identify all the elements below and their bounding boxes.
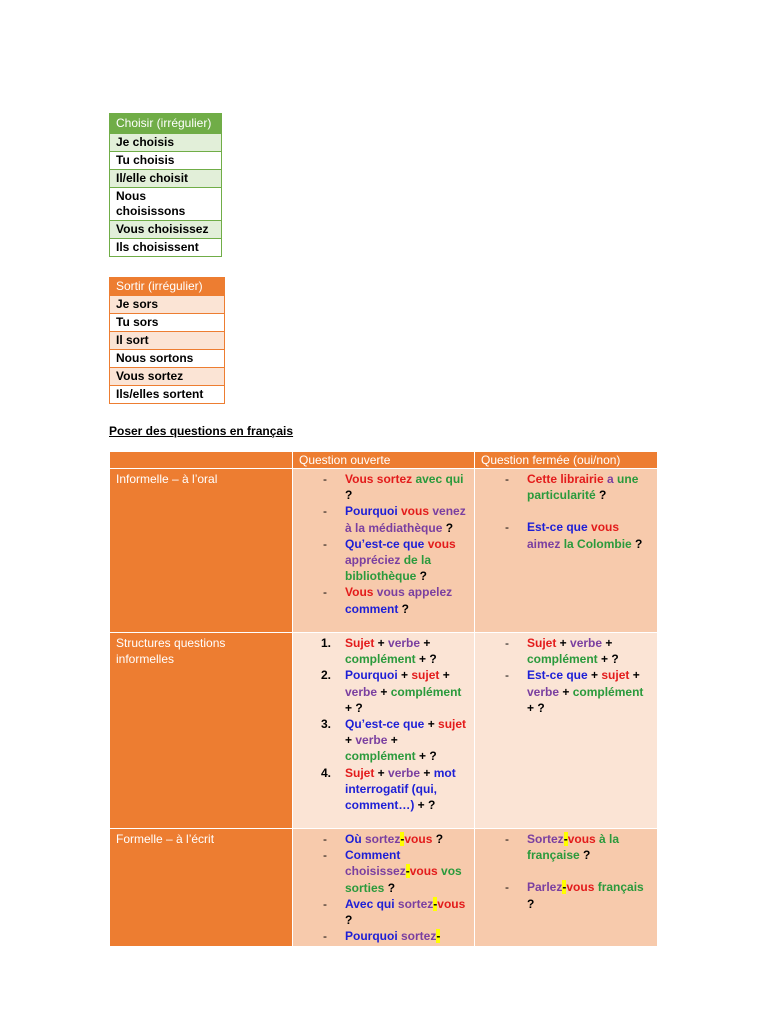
question-segment: + — [424, 717, 439, 732]
sortir-row: Il sort — [110, 332, 225, 350]
question-segment: verbe — [570, 636, 603, 650]
question-segment: de la bibliothèque — [345, 553, 432, 584]
question-segment: ? — [442, 520, 454, 535]
structures-ouverte-list — [299, 635, 468, 813]
question-segment: Où — [345, 832, 362, 846]
question-segment: ? — [345, 488, 353, 503]
question-segment: vous — [587, 520, 620, 535]
question-segment: choisissez — [345, 864, 406, 879]
question-segment: - — [400, 832, 405, 846]
question-segment: ? — [595, 488, 607, 503]
question-segment: a — [603, 472, 614, 486]
header-question-fermee: Question fermée (oui/non) — [475, 452, 658, 469]
question-segment: vos sorties — [345, 864, 462, 895]
question-item — [299, 847, 468, 896]
formelle-fermee-list — [481, 831, 651, 912]
question-segment: - — [433, 896, 438, 911]
structures-fermee-list — [481, 635, 651, 716]
question-segment: ? — [384, 880, 396, 895]
item-number: 3. — [321, 717, 332, 732]
question-segment: Sujet — [345, 636, 375, 650]
choisir-row: Ils choisissent — [110, 239, 222, 257]
question-segment: verbe — [388, 765, 421, 780]
question-item — [481, 831, 651, 863]
question-item — [481, 667, 651, 716]
question-segment: mot interrogatif (qui, comment…) — [345, 765, 456, 813]
question-segment: Sortez — [527, 832, 564, 846]
question-segment: + — [587, 668, 602, 683]
question-segment: vous — [409, 864, 438, 879]
sortir-header: Sortir (irrégulier) — [110, 278, 225, 296]
question-segment: ? — [432, 832, 444, 846]
question-segment: comment — [345, 601, 399, 616]
question-segment: Pourquoi — [345, 929, 398, 944]
question-segment: sujet — [601, 668, 630, 683]
question-item — [299, 896, 468, 928]
question-segment: ? — [416, 569, 427, 584]
question-segment: vous — [566, 880, 595, 895]
question-segment: sujet — [438, 717, 467, 732]
question-segment: la Colombie — [560, 536, 632, 551]
question-segment: + — [602, 636, 613, 650]
question-segment: complément — [572, 684, 644, 699]
question-segment: Pourquoi — [345, 504, 398, 519]
question-item — [299, 471, 468, 503]
sortir-row: Vous sortez — [110, 368, 225, 386]
list-gap — [481, 863, 651, 879]
question-segment: Sujet — [345, 765, 375, 780]
question-segment: vous — [404, 832, 433, 846]
question-segment: complément — [345, 749, 416, 764]
questions-table — [109, 451, 658, 947]
question-segment: - — [405, 864, 410, 879]
choisir-header: Choisir (irrégulier) — [110, 114, 222, 134]
question-segment: Qu’est-ce que — [345, 536, 425, 551]
question-segment: + — [420, 765, 434, 780]
question-segment: Vous sortez — [345, 472, 413, 486]
question-segment: vous — [437, 896, 466, 911]
header-empty — [110, 452, 293, 469]
question-item — [481, 635, 651, 667]
question-segment: appréciez — [345, 553, 401, 568]
formelle-ouverte-list — [299, 831, 468, 944]
question-item — [299, 831, 468, 847]
question-segment: + ? — [415, 652, 437, 667]
row-label-informelle: Informelle – à l’oral — [110, 469, 293, 633]
question-segment: Qu’est-ce que — [345, 717, 425, 732]
list-gap — [481, 503, 651, 519]
question-segment: vous — [567, 832, 596, 846]
question-segment: Sujet — [527, 636, 557, 650]
row-label-structures: Structures questions informelles — [110, 633, 293, 829]
question-item — [299, 928, 468, 944]
question-segment: sortez — [397, 929, 437, 944]
question-segment: + ? — [345, 700, 363, 715]
sortir-row: Tu sors — [110, 314, 225, 332]
question-segment: sortez — [361, 832, 401, 846]
sortir-row: Ils/elles sortent — [110, 386, 225, 404]
item-number: 4. — [321, 765, 332, 780]
question-segment: + — [556, 636, 571, 650]
question-segment: ? — [527, 896, 535, 911]
choisir-row: Tu choisis — [110, 152, 222, 170]
question-segment: + — [420, 636, 431, 650]
question-segment: + — [387, 733, 398, 748]
question-segment: verbe — [527, 684, 560, 699]
informelle-fermee-list — [481, 471, 651, 552]
question-item — [299, 503, 468, 535]
question-item — [299, 667, 468, 716]
question-segment: - — [563, 832, 568, 846]
question-segment: + — [374, 636, 389, 650]
question-item — [299, 765, 468, 814]
question-segment: Vous — [345, 585, 374, 600]
question-segment: complément — [527, 652, 598, 667]
choisir-conjugation-table — [109, 113, 222, 257]
item-number: 1. — [321, 636, 332, 650]
question-segment: Avec qui — [345, 896, 395, 911]
question-item — [481, 471, 651, 503]
section-title: Poser des questions en français — [109, 424, 294, 438]
question-segment: à la française — [527, 832, 620, 863]
choisir-row: Je choisis — [110, 134, 222, 152]
question-segment: venez à la médiathèque — [345, 504, 466, 535]
question-item — [299, 584, 468, 616]
choisir-row: Vous choisissez — [110, 221, 222, 239]
row-label-formelle: Formelle – à l’écrit — [110, 829, 293, 947]
question-segment: vous — [424, 536, 456, 551]
question-segment: Comment — [345, 848, 401, 863]
sortir-row: Je sors — [110, 296, 225, 314]
question-segment: verbe — [345, 684, 378, 699]
question-segment: complément — [345, 652, 416, 667]
choisir-row: Nous choisissons — [110, 188, 222, 221]
question-segment: + — [629, 668, 640, 683]
question-segment: verbe — [355, 733, 388, 748]
question-segment: sortez — [394, 896, 434, 911]
question-segment: + — [374, 765, 389, 780]
question-segment: + — [559, 684, 573, 699]
question-segment: - — [436, 929, 441, 944]
question-segment: sujet — [411, 668, 440, 683]
question-segment: ? — [579, 848, 591, 863]
question-segment: + ? — [415, 749, 437, 764]
question-segment: Cette librairie — [527, 472, 604, 486]
question-segment: Est-ce que — [527, 668, 588, 683]
question-segment: vous — [397, 504, 430, 519]
question-segment: + — [439, 668, 450, 683]
sortir-conjugation-table — [109, 277, 225, 404]
question-segment: verbe — [388, 636, 421, 650]
question-segment: - — [562, 880, 567, 895]
informelle-ouverte-list — [299, 471, 468, 617]
sortir-row: Nous sortons — [110, 350, 225, 368]
question-segment: complément — [390, 684, 462, 699]
question-segment: Parlez — [527, 880, 563, 895]
header-question-ouverte: Question ouverte — [293, 452, 475, 469]
question-segment: ? — [398, 601, 410, 616]
item-number: 2. — [321, 668, 332, 683]
question-item — [481, 519, 651, 551]
choisir-row: Il/elle choisit — [110, 170, 222, 188]
question-segment: une particularité — [527, 472, 639, 503]
question-segment: + — [397, 668, 412, 683]
question-segment: + — [377, 684, 391, 699]
question-item — [299, 716, 468, 765]
question-segment: Est-ce que — [527, 520, 588, 535]
question-segment: vous appelez — [373, 585, 453, 600]
question-segment: aimez — [527, 536, 561, 551]
question-segment: avec qui — [412, 472, 464, 486]
question-segment: ? — [631, 536, 643, 551]
question-segment: français — [594, 880, 644, 895]
question-segment: + — [345, 733, 356, 748]
question-segment: + ? — [414, 798, 436, 813]
question-segment: Pourquoi — [345, 668, 398, 683]
question-segment: + ? — [597, 652, 619, 667]
question-segment: + ? — [527, 700, 545, 715]
question-segment: ? — [345, 913, 353, 928]
question-item — [299, 635, 468, 667]
question-item — [481, 879, 651, 911]
question-item — [299, 536, 468, 585]
